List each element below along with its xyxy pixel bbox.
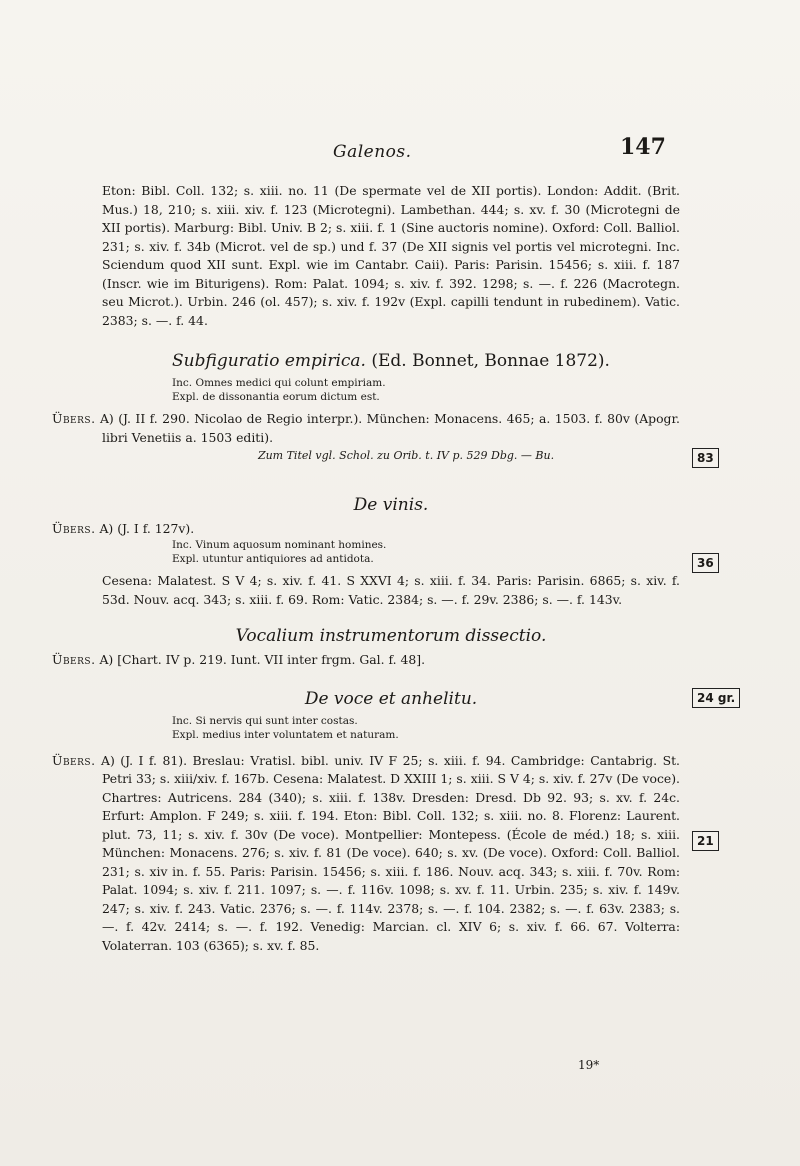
incipit: Inc. Omnes medici qui colunt empiriam. bbox=[172, 377, 386, 389]
explicit: Expl. medius inter voluntatem et naturam. bbox=[172, 728, 399, 741]
section-title bbox=[102, 350, 680, 372]
marginal-number-badge: 36 bbox=[692, 553, 719, 573]
translation-entry bbox=[52, 410, 680, 447]
running-title: Galenos. bbox=[333, 142, 412, 162]
section-de-vinis bbox=[52, 494, 680, 610]
section-title: De vinis. bbox=[353, 494, 429, 515]
section-vocalium bbox=[52, 625, 680, 670]
marginal-number-badge: 21 bbox=[692, 831, 719, 851]
section-title: De voce et anhelitu. bbox=[304, 688, 478, 709]
ubers-label: Übers. bbox=[52, 411, 96, 426]
ubers-label: Übers. bbox=[52, 752, 96, 768]
section-title: Vocalium instrumentorum dissectio. bbox=[235, 626, 547, 646]
marginal-number-badge: 83 bbox=[692, 448, 719, 468]
incipit: Inc. Vinum aquosum nominant homines. bbox=[172, 539, 387, 551]
translation-text: A) [Chart. IV p. 219. Iunt. VII inter frgm. Gal. f. 48]. bbox=[99, 652, 426, 667]
page-number: 147 bbox=[620, 134, 666, 160]
signature-mark: 19* bbox=[578, 1058, 600, 1072]
section-de-voce bbox=[52, 688, 680, 956]
translation-entry bbox=[52, 752, 680, 956]
translation-reference: A) (J. I f. 127v). bbox=[99, 520, 195, 536]
explicit: Expl. utuntur antiquiores ad antidota. bbox=[172, 553, 374, 565]
manuscript-list: Cesena: Malatest. S V 4; s. xiv. f. 41. S XXVI 4; s. xiii. f. 34. Paris: Parisin. 6865; s. xiv. f. 53d. Nouv. acq. 343; s. xiii. f. 69. Rom: Vatic. 2384; s. —. f. 29v. 2386; s. —. f. 143v. bbox=[102, 573, 680, 607]
ubers-label: Übers. bbox=[52, 652, 96, 667]
manuscript-list-continued: Eton: Bibl. Coll. 132; s. xiii. no. 11 (De spermate vel de XII portis). London: Addit. (Brit. Mus.) 18, 210; s. xiii. xiv. f. 123 (Microtegni). Lambethan. 444; s. xv. f. 30 (Microtegni de XII portis). Marburg: Bibl. Univ. B 2; s. xiii. f. 1 (Sine auctoris nomine). Oxford: Coll. Balliol. 231; s. xiv. f. 34b (Microt. vel de sp.) und f. 37 (De XII signis vel portis vel microtegni. Inc. Sciendum quod XII sunt. Expl. wie im Cantabr. Caii). Paris: Parisin. 15456; s. xiii. f. 187 (Inscr. wie im Biturigens). Rom: Palat. 1094; s. xiv. f. 392. 1298; s. —. f. 226 (Macrotegn. seu Microt.). Urbin. 246 (ol. 457); s. xiv. f. 192v (Expl. capilli tendunt in rubedinem). Vatic. 2383; s. —. f. 44. bbox=[102, 183, 680, 328]
explicit: Expl. de dissonantia eorum dictum est. bbox=[172, 391, 380, 403]
marginal-number-badge: 24 gr. bbox=[692, 688, 740, 708]
translation-text: A) (J. I f. 81). Breslau: Vratisl. bibl. univ. IV F 25; s. xiii. f. 94. Cambridge: Cantabrig. St. Petri 33; s. xiii/xiv. f. 167b. Cesena: Malatest. D XXIII 1; s. xiii. S V 4; s. xiv. f. 27v (De voce). Chartres: Autricens. 284 (340); s. xiii. f. 138v. Dresden: Dresd. Db 92. 93; s. xv. f. 24c. Erfurt: Amplon. F 249; s. xiii. f. 194. Eton: Bibl. Coll. 132; s. xiii. no. 8. Florenz: Laurent. plut. 73, 11; s. xiv. f. 30v (De voce). Montpellier: Montepess. (École de méd.) 18; s. xiii. München: Monacens. 276; s. xiv. f. 81 (De voce). 640; s. xv. (De voce). Oxford: Coll. Balliol. 231; s. xiv in. f. 55. Paris: Parisin. 15456; s. xiii. f. 186. Nouv. acq. 343; s. xiii. f. 70v. Rom: Palat. 1094; s. xiv. f. 211. 1097; s. —. f. 116v. 1098; s. xv. f. 11. Urbin. 235; s. xiv. f. 149v. 247; s. xiv. f. 243. Vatic. 2376; s. —. f. 114v. 2378; s. —. f. 104. 2382; s. —. f. 63v. 2383; s. —. f. 42v. 2414; s. —. f. 192. Venedig: Marcian. cl. XIV 6; s. xiv. f. 66. 67. Volterra: Volaterran. 103 (6365); s. xv. f. 85. bbox=[101, 752, 680, 953]
translation-entry bbox=[52, 651, 680, 670]
translation-text: A) (J. II f. 290. Nicolao de Regio interpr.). München: Monacens. 465; a. 1503. f. 80v (Apogr. libri Venetiis a. 1503 editi). bbox=[99, 411, 680, 445]
title-text: Subfiguratio empirica. bbox=[172, 351, 366, 371]
section-subfiguratio bbox=[52, 350, 680, 466]
ubers-label: Übers. bbox=[52, 520, 96, 536]
incipit: Inc. Si nervis qui sunt inter costas. bbox=[172, 714, 358, 727]
main-text bbox=[52, 182, 680, 955]
edition-note: (Ed. Bonnet, Bonnae 1872). bbox=[371, 351, 610, 371]
title-note: Zum Titel vgl. Schol. zu Orib. t. IV p. 529 Dbg. — Bu. bbox=[257, 449, 555, 462]
page-header bbox=[0, 134, 800, 168]
translation-entry bbox=[52, 520, 680, 539]
